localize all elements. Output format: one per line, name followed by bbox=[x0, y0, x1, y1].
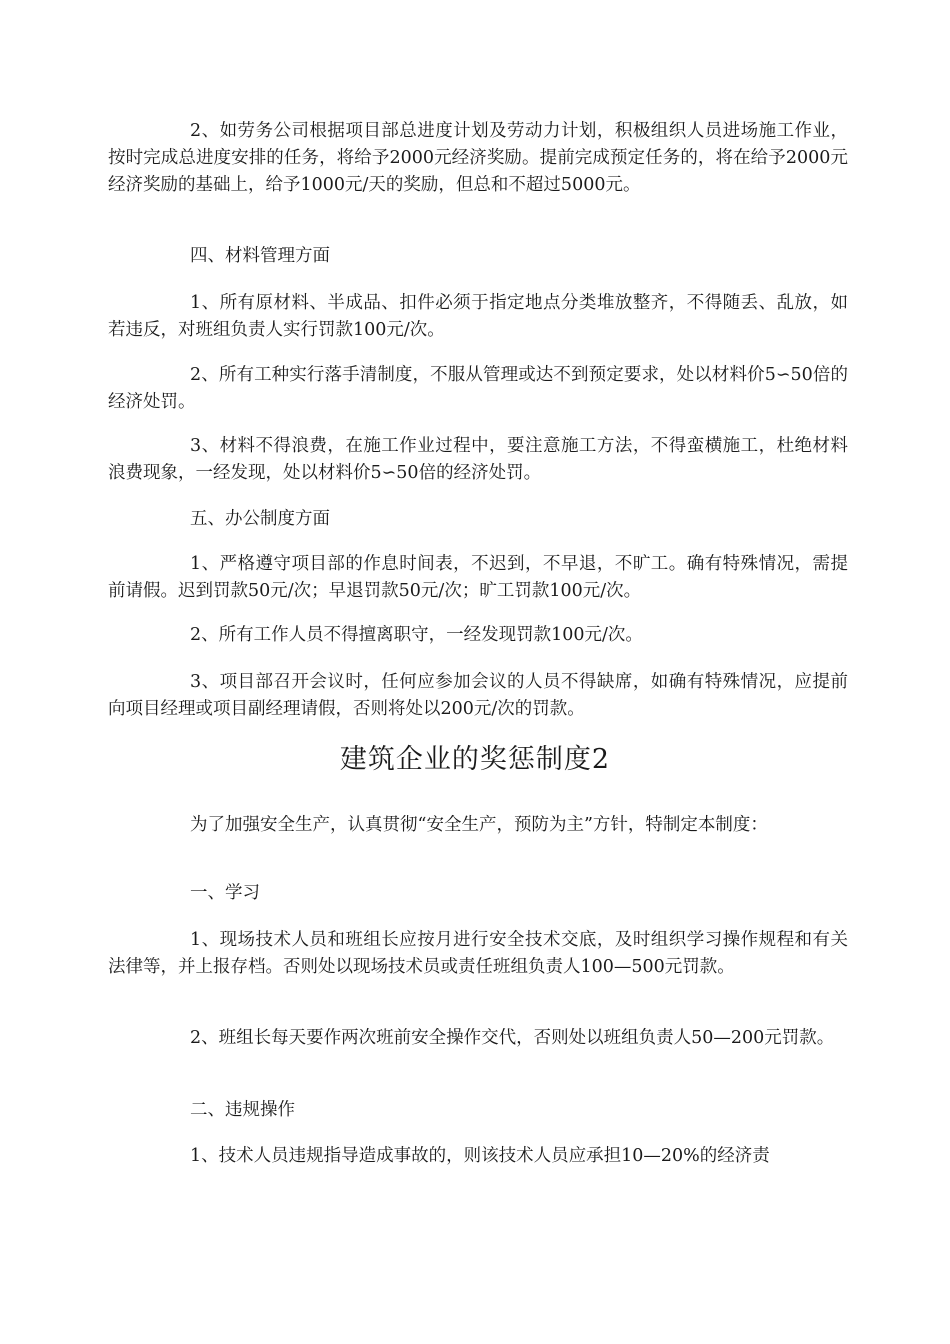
paragraph-office-meetings: 3、项目部召开会议时，任何应参加会议的人员不得缺席，如确有特殊情况，应提前向项目经理或项目副经理请假，否则将处以200元/次的罚款。 bbox=[108, 672, 848, 719]
paragraph-materials-cleanup: 2、所有工种实行落手清制度，不服从管理或达不到预定要求，处以材料价5∽50倍的经济处罚。 bbox=[108, 365, 848, 412]
paragraph-office-duty: 2、所有工作人员不得擅离职守，一经发现罚款100元/次。 bbox=[190, 625, 643, 645]
section-heading-office: 五、办公制度方面 bbox=[190, 509, 330, 529]
paragraph-materials-waste: 3、材料不得浪费，在施工作业过程中，要注意施工方法，不得蛮横施工，杜绝材料浪费现象，一经发现，处以材料价5∽50倍的经济处罚。 bbox=[108, 436, 848, 483]
section-heading-violations: 二、违规操作 bbox=[190, 1100, 295, 1120]
paragraph-violations-technical: 1、技术人员违规指导造成事故的，则该技术人员应承担10—20%的经济责 bbox=[190, 1146, 770, 1166]
paragraph-study-daily: 2、班组长每天要作两次班前安全操作交代，否则处以班组负责人50—200元罚款。 bbox=[190, 1028, 835, 1048]
paragraph-intro: 为了加强安全生产，认真贯彻“安全生产，预防为主”方针，特制定本制度： bbox=[190, 815, 768, 835]
section-heading-materials: 四、材料管理方面 bbox=[190, 246, 330, 266]
document-title: 建筑企业的奖惩制度2 bbox=[339, 744, 611, 775]
paragraph-study-briefing: 1、现场技术人员和班组长应按月进行安全技术交底，及时组织学习操作规程和有关法律等，并上报存档。否则处以现场技术员或责任班组负责人100—500元罚款。 bbox=[108, 930, 848, 977]
paragraph-office-hours: 1、严格遵守项目部的作息时间表，不迟到，不早退，不旷工。确有特殊情况，需提前请假。迟到罚款50元/次；早退罚款50元/次；旷工罚款100元/次。 bbox=[108, 554, 848, 601]
paragraph-materials-storage: 1、所有原材料、半成品、扣件必须于指定地点分类堆放整齐，不得随丢、乱放，如若违反，对班组负责人实行罚款100元/次。 bbox=[108, 293, 848, 340]
paragraph-labor-reward: 2、如劳务公司根据项目部总进度计划及劳动力计划，积极组织人员进场施工作业，按时完成总进度安排的任务，将给予2000元经济奖励。提前完成预定任务的，将在给予2000元经济奖励的基础上，给予1000元/天的奖励，但总和不超过5000元。 bbox=[108, 121, 848, 195]
section-heading-study: 一、学习 bbox=[190, 883, 260, 903]
